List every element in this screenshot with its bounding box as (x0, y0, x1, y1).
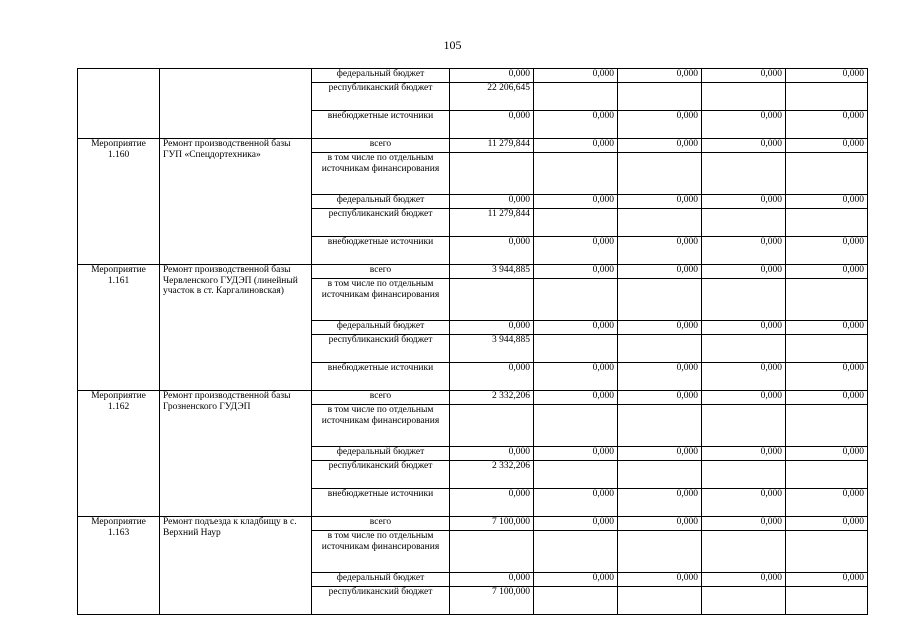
value-cell (702, 531, 786, 573)
value-cell: 0,000 (618, 139, 702, 153)
value-cell (786, 279, 868, 321)
value-cell (786, 153, 868, 195)
value-cell: 0,000 (534, 321, 618, 335)
value-cell: 3 944,885 (450, 265, 534, 279)
value-cell (534, 405, 618, 447)
value-cell: 0,000 (534, 139, 618, 153)
funding-source-cell: федеральный бюджет (312, 69, 450, 83)
value-cell: 0,000 (534, 237, 618, 265)
value-cell: 0,000 (450, 447, 534, 461)
value-cell: 0,000 (702, 265, 786, 279)
value-cell: 0,000 (534, 195, 618, 209)
value-cell (534, 83, 618, 111)
value-cell (702, 209, 786, 237)
value-cell: 0,000 (786, 489, 868, 517)
funding-source-cell: всего (312, 517, 450, 531)
value-cell: 0,000 (450, 111, 534, 139)
value-cell (702, 335, 786, 363)
value-cell: 2 332,206 (450, 391, 534, 405)
value-cell: 0,000 (702, 517, 786, 531)
value-cell: 11 279,844 (450, 139, 534, 153)
value-cell: 0,000 (618, 447, 702, 461)
table-row (78, 517, 868, 531)
value-cell (702, 83, 786, 111)
value-cell: 7 100,000 (450, 587, 534, 615)
value-cell: 0,000 (618, 391, 702, 405)
value-cell: 0,000 (534, 517, 618, 531)
value-cell: 0,000 (450, 237, 534, 265)
value-cell (618, 587, 702, 615)
value-cell: 0,000 (534, 363, 618, 391)
measure-cell: Мероприятие 1.161 (78, 265, 160, 391)
value-cell: 3 944,885 (450, 335, 534, 363)
value-cell: 0,000 (702, 139, 786, 153)
value-cell (618, 279, 702, 321)
value-cell: 0,000 (618, 489, 702, 517)
value-cell: 0,000 (618, 265, 702, 279)
value-cell: 0,000 (702, 195, 786, 209)
value-cell: 0,000 (618, 321, 702, 335)
value-cell (618, 531, 702, 573)
measure-cell: Мероприятие 1.162 (78, 391, 160, 517)
value-cell: 0,000 (450, 69, 534, 83)
value-cell: 7 100,000 (450, 517, 534, 531)
value-cell (450, 279, 534, 321)
value-cell (450, 531, 534, 573)
value-cell (534, 587, 618, 615)
value-cell (702, 405, 786, 447)
value-cell: 0,000 (450, 573, 534, 587)
funding-source-cell: федеральный бюджет (312, 573, 450, 587)
value-cell: 0,000 (702, 447, 786, 461)
table-row (78, 265, 868, 279)
value-cell (534, 153, 618, 195)
value-cell: 0,000 (618, 69, 702, 83)
table-body (78, 69, 868, 615)
value-cell (786, 83, 868, 111)
measure-cell: Мероприятие 1.163 (78, 517, 160, 615)
value-cell (534, 279, 618, 321)
value-cell: 0,000 (618, 111, 702, 139)
budget-table (77, 68, 868, 615)
measure-cell: Мероприятие 1.160 (78, 139, 160, 265)
value-cell (450, 153, 534, 195)
value-cell: 0,000 (450, 363, 534, 391)
funding-source-cell: федеральный бюджет (312, 195, 450, 209)
value-cell: 0,000 (618, 573, 702, 587)
value-cell (618, 153, 702, 195)
value-cell (618, 405, 702, 447)
value-cell: 0,000 (534, 489, 618, 517)
funding-source-cell: федеральный бюджет (312, 447, 450, 461)
value-cell (618, 461, 702, 489)
description-cell: Ремонт производственной базы Червленского ГУДЭП (линейный участок в ст. Каргалиновская) (160, 265, 312, 391)
value-cell: 0,000 (702, 237, 786, 265)
value-cell: 0,000 (786, 111, 868, 139)
value-cell (786, 531, 868, 573)
value-cell: 0,000 (702, 391, 786, 405)
funding-source-cell: в том числе по отдельным источникам финансирования (312, 405, 450, 447)
value-cell (618, 83, 702, 111)
value-cell (702, 461, 786, 489)
table-row (78, 139, 868, 153)
value-cell (618, 335, 702, 363)
value-cell (786, 335, 868, 363)
value-cell (786, 461, 868, 489)
value-cell (534, 209, 618, 237)
value-cell (534, 461, 618, 489)
value-cell: 0,000 (786, 265, 868, 279)
value-cell: 0,000 (534, 391, 618, 405)
funding-source-cell: республиканский бюджет (312, 209, 450, 237)
value-cell: 0,000 (786, 573, 868, 587)
value-cell: 0,000 (534, 111, 618, 139)
funding-source-cell: республиканский бюджет (312, 335, 450, 363)
description-cell: Ремонт производственной базы Грозненского ГУДЭП (160, 391, 312, 517)
value-cell: 0,000 (786, 391, 868, 405)
funding-source-cell: внебюджетные источники (312, 237, 450, 265)
value-cell: 0,000 (786, 195, 868, 209)
description-cell (160, 69, 312, 139)
funding-source-cell: внебюджетные источники (312, 363, 450, 391)
value-cell (786, 587, 868, 615)
funding-source-cell: в том числе по отдельным источникам финансирования (312, 153, 450, 195)
funding-source-cell: всего (312, 391, 450, 405)
value-cell: 0,000 (618, 237, 702, 265)
page-number: 105 (443, 38, 462, 52)
value-cell: 0,000 (618, 517, 702, 531)
value-cell (786, 209, 868, 237)
funding-source-cell: в том числе по отдельным источникам финансирования (312, 531, 450, 573)
value-cell (702, 587, 786, 615)
value-cell: 0,000 (618, 363, 702, 391)
value-cell: 0,000 (786, 363, 868, 391)
value-cell (450, 405, 534, 447)
value-cell: 0,000 (534, 69, 618, 83)
value-cell: 0,000 (786, 139, 868, 153)
funding-source-cell: всего (312, 265, 450, 279)
value-cell: 0,000 (702, 363, 786, 391)
description-cell: Ремонт подъезда к кладбищу в с. Верхний Наур (160, 517, 312, 615)
value-cell: 0,000 (702, 69, 786, 83)
measure-cell (78, 69, 160, 139)
value-cell: 0,000 (702, 111, 786, 139)
value-cell: 0,000 (450, 489, 534, 517)
value-cell: 0,000 (618, 195, 702, 209)
funding-source-cell: всего (312, 139, 450, 153)
value-cell (702, 153, 786, 195)
value-cell: 0,000 (450, 195, 534, 209)
value-cell: 2 332,206 (450, 461, 534, 489)
funding-source-cell: республиканский бюджет (312, 587, 450, 615)
value-cell (702, 279, 786, 321)
value-cell: 11 279,844 (450, 209, 534, 237)
funding-source-cell: внебюджетные источники (312, 111, 450, 139)
value-cell: 0,000 (786, 447, 868, 461)
value-cell: 0,000 (702, 573, 786, 587)
value-cell: 0,000 (786, 69, 868, 83)
value-cell: 0,000 (534, 265, 618, 279)
description-cell: Ремонт производственной базы ГУП «Спецдортехника» (160, 139, 312, 265)
table-row (78, 391, 868, 405)
value-cell (618, 209, 702, 237)
value-cell: 0,000 (786, 321, 868, 335)
value-cell: 22 206,645 (450, 83, 534, 111)
value-cell (534, 335, 618, 363)
value-cell: 0,000 (702, 489, 786, 517)
value-cell: 0,000 (534, 573, 618, 587)
value-cell: 0,000 (786, 237, 868, 265)
funding-source-cell: республиканский бюджет (312, 83, 450, 111)
funding-source-cell: республиканский бюджет (312, 461, 450, 489)
value-cell: 0,000 (450, 321, 534, 335)
value-cell (786, 405, 868, 447)
funding-source-cell: федеральный бюджет (312, 321, 450, 335)
value-cell: 0,000 (534, 447, 618, 461)
table-row (78, 69, 868, 83)
value-cell (534, 531, 618, 573)
value-cell: 0,000 (786, 517, 868, 531)
funding-source-cell: внебюджетные источники (312, 489, 450, 517)
value-cell: 0,000 (702, 321, 786, 335)
funding-source-cell: в том числе по отдельным источникам финансирования (312, 279, 450, 321)
